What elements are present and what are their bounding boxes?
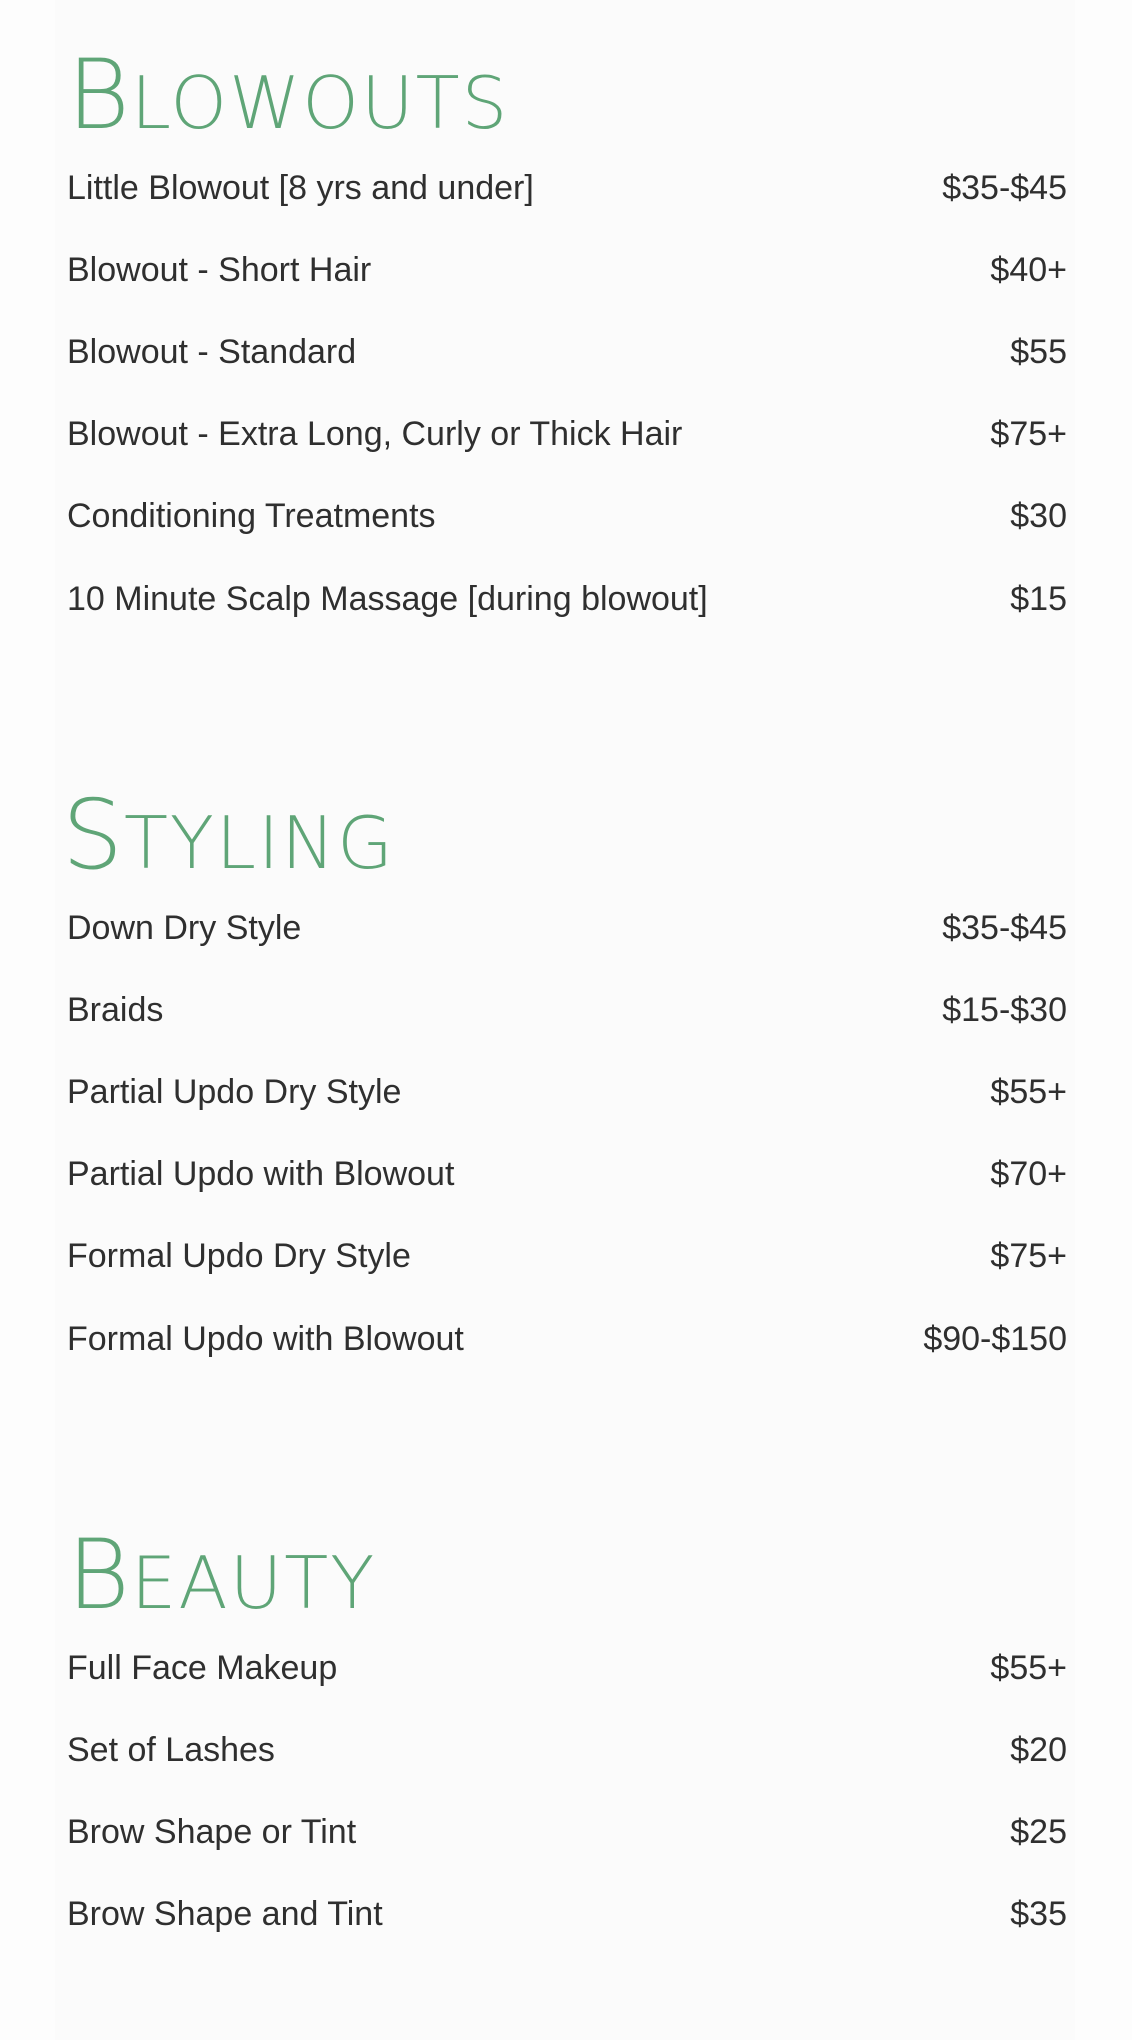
menu-item-name: Full Face Makeup [67,1649,338,1687]
menu-item [67,491,1067,541]
menu-item-price: $35-$45 [942,909,1067,947]
menu-item [67,1643,1067,1693]
menu-item-price: $15-$30 [942,991,1067,1029]
menu-item-price: $75+ [990,415,1067,453]
menu-item-name: Blowout - Short Hair [67,251,372,289]
menu-item [67,245,1067,295]
menu-item [67,1231,1067,1281]
menu-item-price: $55+ [990,1649,1067,1687]
menu-item-price: $20 [1010,1731,1067,1769]
menu-item [67,985,1067,1035]
menu-item-price: $75+ [990,1237,1067,1275]
menu-item [67,409,1067,459]
menu-item-name: Set of Lashes [67,1731,275,1769]
menu-item-name: Partial Updo with Blowout [67,1155,455,1193]
menu-item-price: $25 [1010,1813,1067,1851]
section-title-styling: STYLING [62,779,395,891]
menu-item-price: $15 [1010,580,1067,618]
menu-item-name: Down Dry Style [67,909,302,947]
menu-item-price: $55 [1010,333,1067,371]
menu-item-name: Blowout - Extra Long, Curly or Thick Hair [67,415,683,453]
menu-item-name: Conditioning Treatments [67,497,436,535]
menu-item-name: Partial Updo Dry Style [67,1073,402,1111]
menu-item-price: $35-$45 [942,169,1067,207]
menu-item [67,1725,1067,1775]
menu-item [67,163,1067,213]
menu-item [67,1149,1067,1199]
menu-item [67,574,1067,624]
menu-item-name: Formal Updo Dry Style [67,1237,411,1275]
section-title-beauty: BEAUTY [67,1519,377,1631]
section-title-blowouts: BLOWOUTS [67,39,510,151]
menu-item-price: $70+ [990,1155,1067,1193]
menu-item-name: Brow Shape or Tint [67,1813,357,1851]
menu-item [67,903,1067,953]
menu-item-name: Blowout - Standard [67,333,357,371]
menu-item-name: 10 Minute Scalp Massage [during blowout] [67,580,708,618]
menu-item-name: Brow Shape and Tint [67,1895,383,1933]
menu-item [67,327,1067,377]
menu-item [67,1314,1067,1364]
menu-item-price: $40+ [990,251,1067,289]
menu-item-name: Braids [67,991,164,1029]
menu-item-name: Little Blowout [8 yrs and under] [67,169,534,207]
menu-item-name: Formal Updo with Blowout [67,1320,464,1358]
menu-item-price: $30 [1010,497,1067,535]
menu-item [67,1067,1067,1117]
menu-item-price: $35 [1010,1895,1067,1933]
menu-item [67,1807,1067,1857]
menu-item-price: $90-$150 [923,1320,1067,1358]
menu-item-price: $55+ [990,1073,1067,1111]
menu-item [67,1889,1067,1939]
